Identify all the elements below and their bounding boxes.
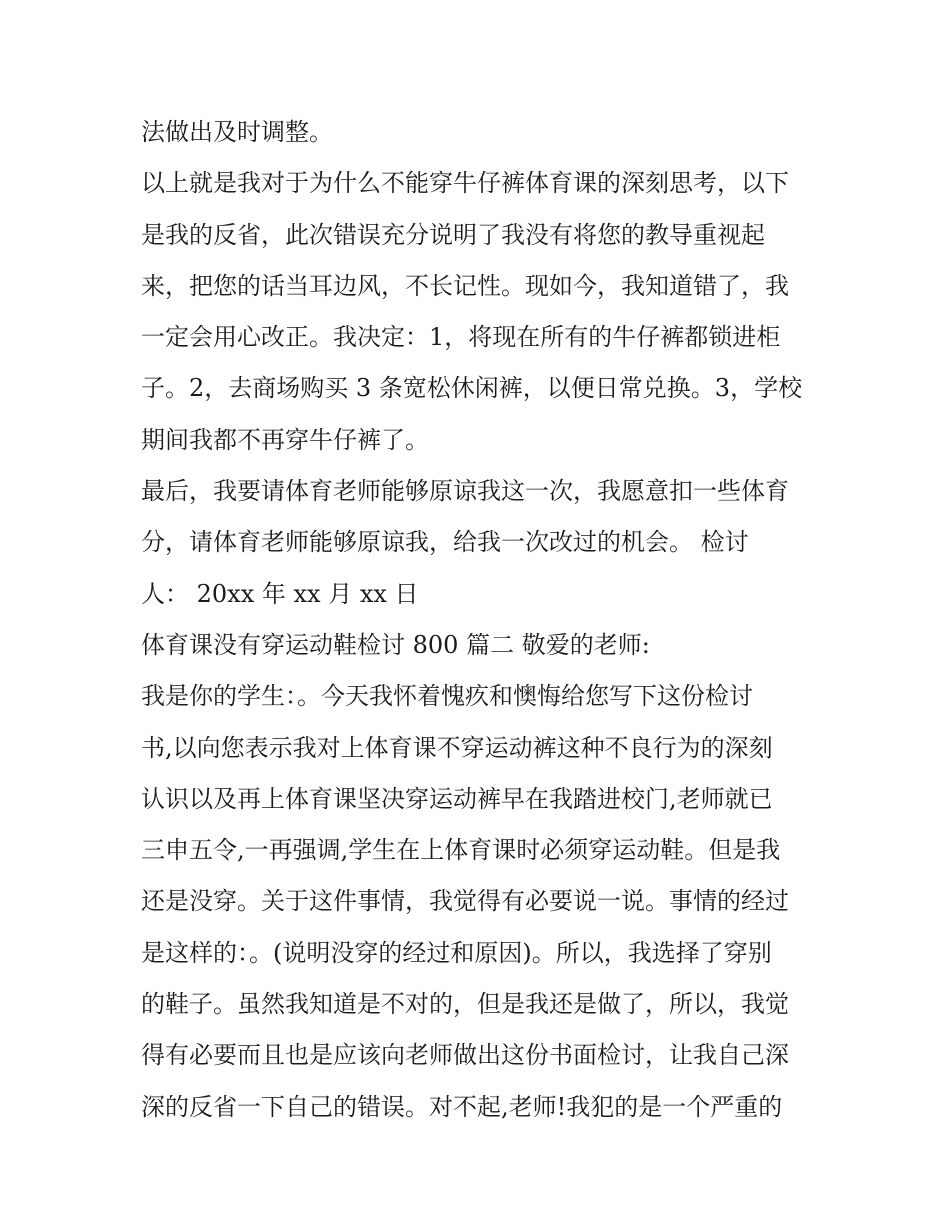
text-line: 深的反省一下自己的错误。对不起,老师!我犯的是一个严重的: [141, 1092, 783, 1121]
text-line: 得有必要而且也是应该向老师做出这份书面检讨，让我自己深: [141, 1041, 789, 1070]
text-line: 来，把您的话当耳边风，不长记性。现如今，我知道错了，我: [141, 271, 789, 300]
text-line: 我是你的学生：。今天我怀着愧疚和懊悔给您写下这份检讨: [141, 682, 753, 711]
text-line: 一定会用心改正。我决定：1，将现在所有的牛仔裤都锁进柜: [141, 323, 781, 352]
text-line: 分，请体育老师能够原谅我，给我一次改过的机会。 检讨: [141, 528, 749, 557]
text-line: 子。2，去商场购买 3 条宽松休闲裤，以便日常兑换。3，学校: [141, 374, 803, 403]
text-line: 还是没穿。关于这件事情，我觉得有必要说一说。事情的经过: [141, 887, 789, 916]
text-line: 认识以及再上体育课坚决穿运动裤早在我踏进校门,老师就已: [141, 784, 773, 813]
text-line: 期间我都不再穿牛仔裤了。: [141, 425, 429, 454]
section-heading: 体育课没有穿运动鞋检讨 800 篇二 敬爱的老师:: [141, 630, 650, 659]
text-line: 三申五令,一再强调,学生在上体育课时必须穿运动鞋。但是我: [141, 836, 781, 865]
text-line: 是这样的：。(说明没穿的经过和原因)。所以，我选择了穿别: [141, 938, 772, 967]
text-line: 法做出及时调整。: [141, 118, 333, 146]
document-body: [141, 107, 813, 1133]
text-line: 以上就是我对于为什么不能穿牛仔裤体育课的深刻思考，以下: [141, 169, 789, 198]
text-line: 是我的反省，此次错误充分说明了我没有将您的教导重视起: [141, 220, 765, 249]
text-line: 最后，我要请体育老师能够原谅我这一次，我愿意扣一些体育: [141, 477, 789, 506]
signature-date-line: 人： 20xx 年 xx 月 xx 日: [141, 579, 419, 608]
text-line: 的鞋子。虽然我知道是不对的，但是我还是做了，所以，我觉: [141, 990, 789, 1019]
text-line: 书,以向您表示我对上体育课不穿运动裤这种不良行为的深刻: [141, 733, 773, 762]
